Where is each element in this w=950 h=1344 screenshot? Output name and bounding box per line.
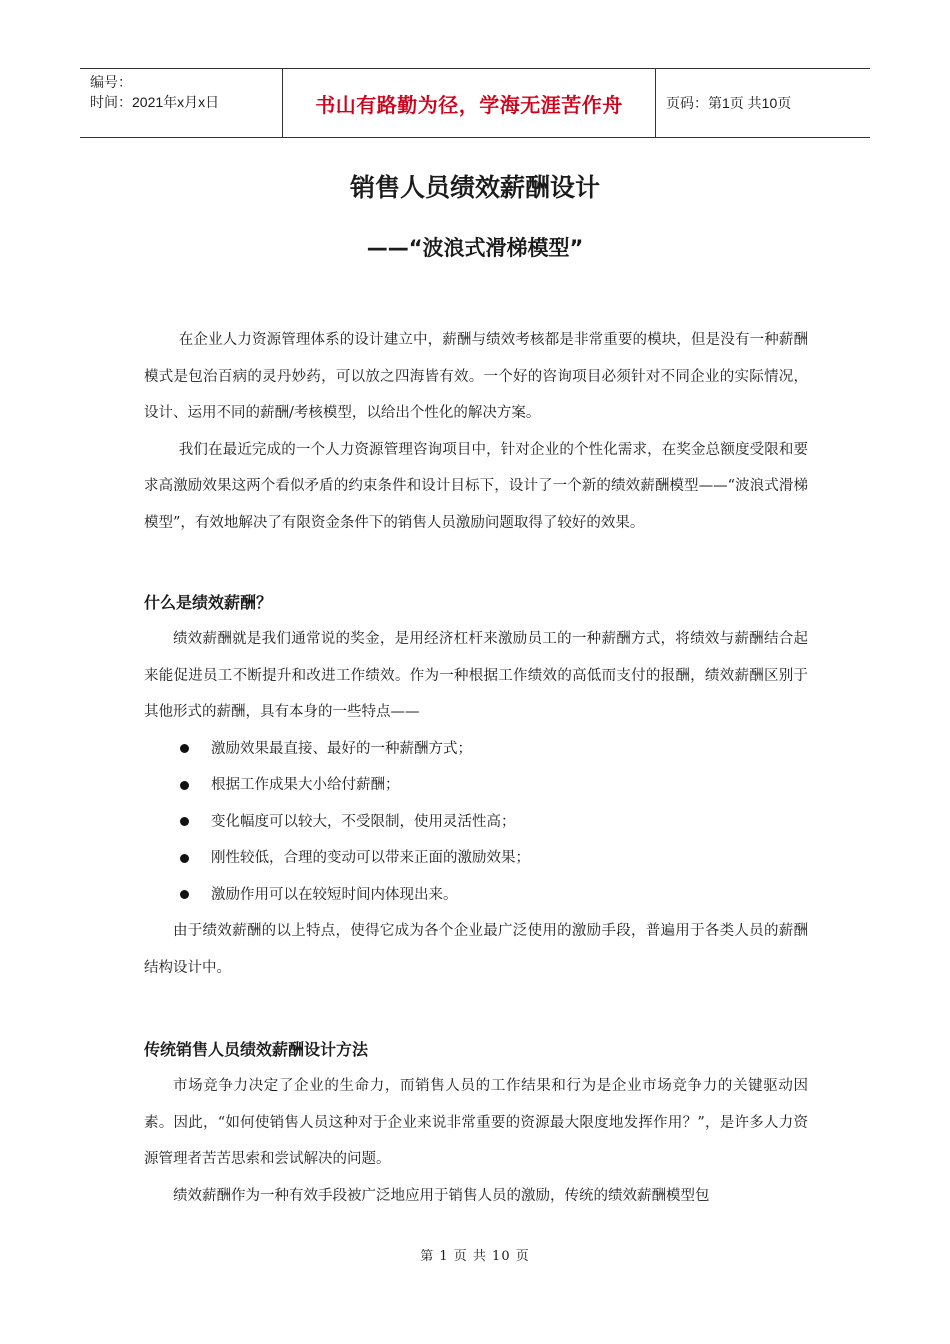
document-body — [144, 322, 808, 1214]
body-paragraph: 市场竞争力决定了企业的生命力，而销售人员的工作结果和行为是企业市场竞争力的关键驱动因素。因此，“如何使销售人员这种对于企业来说非常重要的资源最大限度地发挥作用？”，是许多人力资源管理者苦苦思索和尝试解决的问题。 — [144, 1078, 808, 1167]
document-header — [80, 68, 870, 138]
intro-paragraph: 我们在最近完成的一个人力资源管理咨询项目中，针对企业的个性化需求，在奖金总额度受限和要求高激励效果这两个看似矛盾的约束条件和设计目标下，设计了一个新的绩效薪酬模型——“波浪式滑梯模型”，有效地解决了有限资金条件下的销售人员激励问题取得了较好的效果。 — [144, 441, 808, 531]
list-item: 激励效果最直接、最好的一种薪酬方式； — [144, 731, 808, 768]
number-label: 编号： — [90, 74, 132, 90]
list-item: 根据工作成果大小给付薪酬； — [144, 767, 808, 804]
document-title: 销售人员绩效薪酬设计 — [349, 173, 600, 202]
section-heading: 传统销售人员绩效薪酬设计方法 — [144, 1040, 369, 1059]
page-footer: 第 1 页 共 10 页 — [420, 1249, 530, 1264]
body-paragraph: 绩效薪酬作为一种有效手段被广泛地应用于销售人员的激励，传统的绩效薪酬模型包 — [173, 1187, 710, 1204]
section-heading: 什么是绩效薪酬？ — [144, 593, 273, 612]
header-page-cell — [656, 69, 870, 137]
time-label: 时间：2021年x月x日 — [90, 94, 220, 110]
list-item: 刚性较低，合理的变动可以带来正面的激励效果； — [144, 840, 808, 877]
bullet-icon — [180, 744, 189, 753]
bullet-icon — [180, 817, 189, 826]
header-motto-cell — [282, 69, 656, 137]
bullet-icon — [180, 890, 189, 899]
body-paragraph: 由于绩效薪酬的以上特点，使得它成为各个企业最广泛使用的激励手段，普遍用于各类人员的薪酬结构设计中。 — [144, 923, 808, 976]
body-paragraph: 绩效薪酬就是我们通常说的奖金，是用经济杠杆来激励员工的一种薪酬方式，将绩效与薪酬结合起来能促进员工不断提升和改进工作绩效。作为一种根据工作绩效的高低而支付的报酬，绩效薪酬区别于其他形式的薪酬，具有本身的一些特点—— — [144, 631, 808, 720]
list-item: 变化幅度可以较大，不受限制，使用灵活性高； — [144, 804, 808, 841]
header-meta — [80, 69, 282, 137]
document-subtitle: ——“波浪式滑梯模型” — [366, 236, 584, 260]
bullet-icon — [180, 781, 189, 790]
intro-paragraph: 在企业人力资源管理体系的设计建立中，薪酬与绩效考核都是非常重要的模块，但是没有一种薪酬模式是包治百病的灵丹妙药，可以放之四海皆有效。一个好的咨询项目必须针对不同企业的实际情况，设计、运用不同的薪酬/考核模型，以给出个性化的解决方案。 — [144, 332, 808, 421]
bullet-icon — [180, 854, 189, 863]
list-item: 激励作用可以在较短时间内体现出来。 — [144, 877, 808, 914]
bullet-list — [144, 731, 808, 914]
motto-text: 书山有路勤为径，学海无涯苦作舟 — [315, 92, 623, 117]
page-code: 页码：第1页 共10页 — [666, 95, 792, 111]
